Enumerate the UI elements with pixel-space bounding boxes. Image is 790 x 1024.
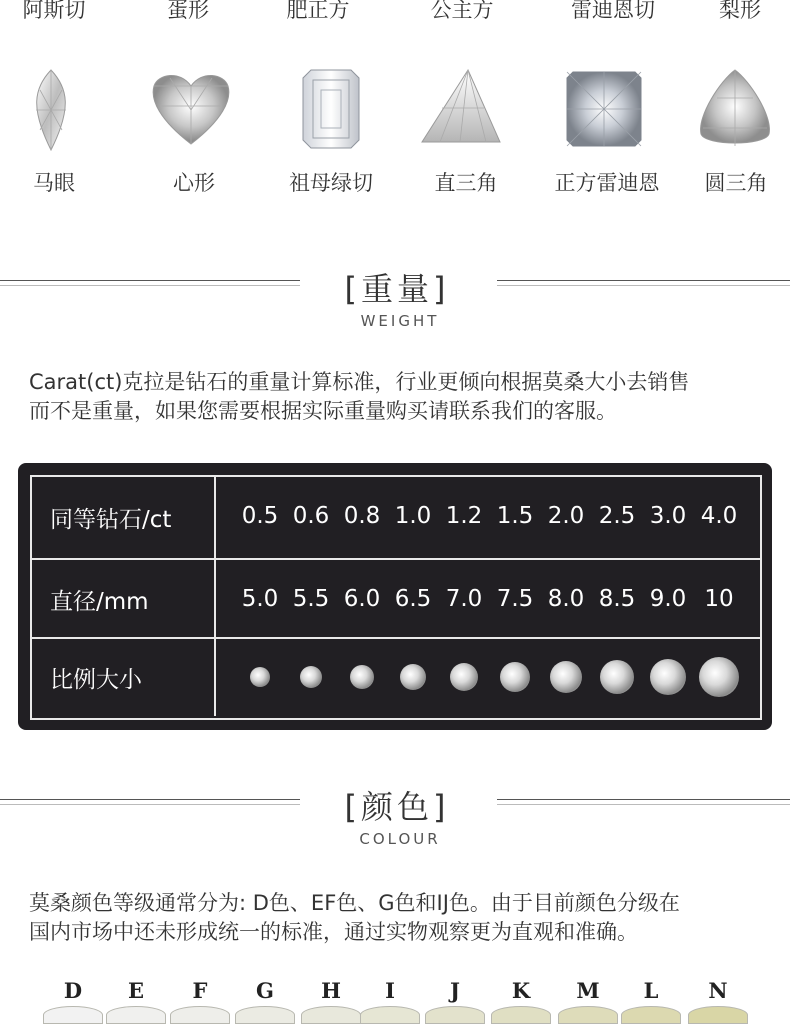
section-divider-right-2 <box>497 799 790 805</box>
colour-description <box>29 889 774 947</box>
weight-section-title: [重量] <box>344 270 450 308</box>
scale-diamond-1 <box>300 666 322 688</box>
shape-label-marquise: 马眼 <box>33 171 75 195</box>
diameter-value-5: 7.5 <box>496 586 534 612</box>
diameter-value-2: 6.0 <box>343 586 381 612</box>
carat-value-5: 1.5 <box>496 503 534 529</box>
weight-description-line-2: 而不是重量，如果您需要根据实际重量购买请联系我们的客服。 <box>29 399 617 423</box>
colour-section-subtitle: COLOUR <box>359 830 441 848</box>
shape-label-square-radiant: 正方雷迪恩 <box>554 171 660 195</box>
colour-grade-label-8: M <box>576 978 600 1003</box>
section-divider-left-2 <box>0 799 300 805</box>
trillion-gem-icon <box>695 68 775 148</box>
carat-value-6: 2.0 <box>547 503 585 529</box>
carat-row-header: 同等钻石/ct <box>32 477 216 558</box>
section-divider-right <box>497 280 790 286</box>
scale-diamond-9 <box>699 657 739 697</box>
shape-label-asscher: 阿斯切 <box>22 0 86 22</box>
square-radiant-gem-icon <box>565 70 643 148</box>
colour-grade-gem-3 <box>235 1006 295 1024</box>
colour-grade-gem-0 <box>43 1006 103 1024</box>
colour-grade-label-9: L <box>643 978 659 1003</box>
diameter-value-6: 8.0 <box>547 586 585 612</box>
emerald-cut-gem-icon <box>301 68 361 150</box>
triangle-gem-icon <box>420 68 502 144</box>
heart-gem-icon <box>150 70 232 146</box>
carat-size-table <box>18 463 772 730</box>
colour-grade-label-2: F <box>192 978 208 1003</box>
scale-diamond-3 <box>400 664 426 690</box>
scale-diamond-0 <box>250 667 270 687</box>
shape-label-pear: 梨形 <box>719 0 761 22</box>
marquise-gem-icon <box>28 68 74 152</box>
shape-label-heart: 心形 <box>173 171 215 195</box>
colour-grade-gem-9 <box>621 1006 681 1024</box>
shape-label-emerald: 祖母绿切 <box>289 171 373 195</box>
diameter-row <box>32 558 760 639</box>
colour-grade-gem-6 <box>425 1006 485 1024</box>
scale-row <box>32 637 760 716</box>
colour-section-title: [颜色] <box>344 788 450 826</box>
colour-grade-label-3: G <box>256 978 274 1003</box>
diameter-value-7: 8.5 <box>598 586 636 612</box>
colour-grade-gem-4 <box>301 1006 361 1024</box>
scale-diamond-8 <box>650 659 686 695</box>
colour-grade-label-6: J <box>450 978 460 1003</box>
colour-description-line-1: 莫桑颜色等级通常分为: D色、EF色、G色和IJ色。由于目前颜色分级在 <box>29 891 680 915</box>
colour-grade-label-10: N <box>708 978 728 1003</box>
colour-grade-label-0: D <box>63 978 83 1003</box>
scale-diamond-4 <box>450 663 478 691</box>
diameter-value-8: 9.0 <box>649 586 687 612</box>
colour-grade-label-7: K <box>511 978 531 1003</box>
diameter-value-4: 7.0 <box>445 586 483 612</box>
colour-description-line-2: 国内市场中还未形成统一的标准，通过实物观察更为直观和准确。 <box>29 920 638 944</box>
diameter-row-header: 直径/mm <box>32 560 216 639</box>
shape-label-princess: 公主方 <box>430 0 494 22</box>
weight-description <box>29 368 774 426</box>
scale-row-header: 比例大小 <box>32 639 216 716</box>
carat-row <box>32 477 760 558</box>
scale-diamond-7 <box>600 660 634 694</box>
colour-grade-gem-2 <box>170 1006 230 1024</box>
diameter-value-0: 5.0 <box>241 586 279 612</box>
shape-label-radiant: 雷迪恩切 <box>571 0 655 22</box>
section-divider-left <box>0 280 300 286</box>
shape-label-triangle: 直三角 <box>434 171 498 195</box>
colour-grade-label-4: H <box>321 978 341 1003</box>
shape-label-oval: 蛋形 <box>167 0 209 22</box>
carat-value-3: 1.0 <box>394 503 432 529</box>
colour-grade-label-5: I <box>385 978 395 1003</box>
colour-grade-gem-1 <box>106 1006 166 1024</box>
carat-value-7: 2.5 <box>598 503 636 529</box>
carat-value-9: 4.0 <box>700 503 738 529</box>
colour-grade-gem-5 <box>360 1006 420 1024</box>
colour-grade-gem-8 <box>558 1006 618 1024</box>
diameter-value-3: 6.5 <box>394 586 432 612</box>
colour-grade-gem-7 <box>491 1006 551 1024</box>
carat-value-1: 0.6 <box>292 503 330 529</box>
carat-value-8: 3.0 <box>649 503 687 529</box>
shape-label-trillion: 圆三角 <box>704 171 768 195</box>
diameter-value-1: 5.5 <box>292 586 330 612</box>
diameter-value-9: 10 <box>704 586 734 612</box>
scale-diamond-2 <box>350 665 374 689</box>
colour-grade-label-1: E <box>127 978 145 1003</box>
carat-value-4: 1.2 <box>445 503 483 529</box>
weight-description-line-1: Carat(ct)克拉是钻石的重量计算标准，行业更倾向根据莫桑大小去销售 <box>29 370 690 394</box>
scale-diamond-6 <box>550 661 582 693</box>
scale-diamond-5 <box>500 662 530 692</box>
weight-section-subtitle: WEIGHT <box>360 312 440 330</box>
carat-value-2: 0.8 <box>343 503 381 529</box>
colour-grade-gem-10 <box>688 1006 748 1024</box>
shape-label-cushion: 肥正方 <box>286 0 350 22</box>
carat-value-0: 0.5 <box>241 503 279 529</box>
